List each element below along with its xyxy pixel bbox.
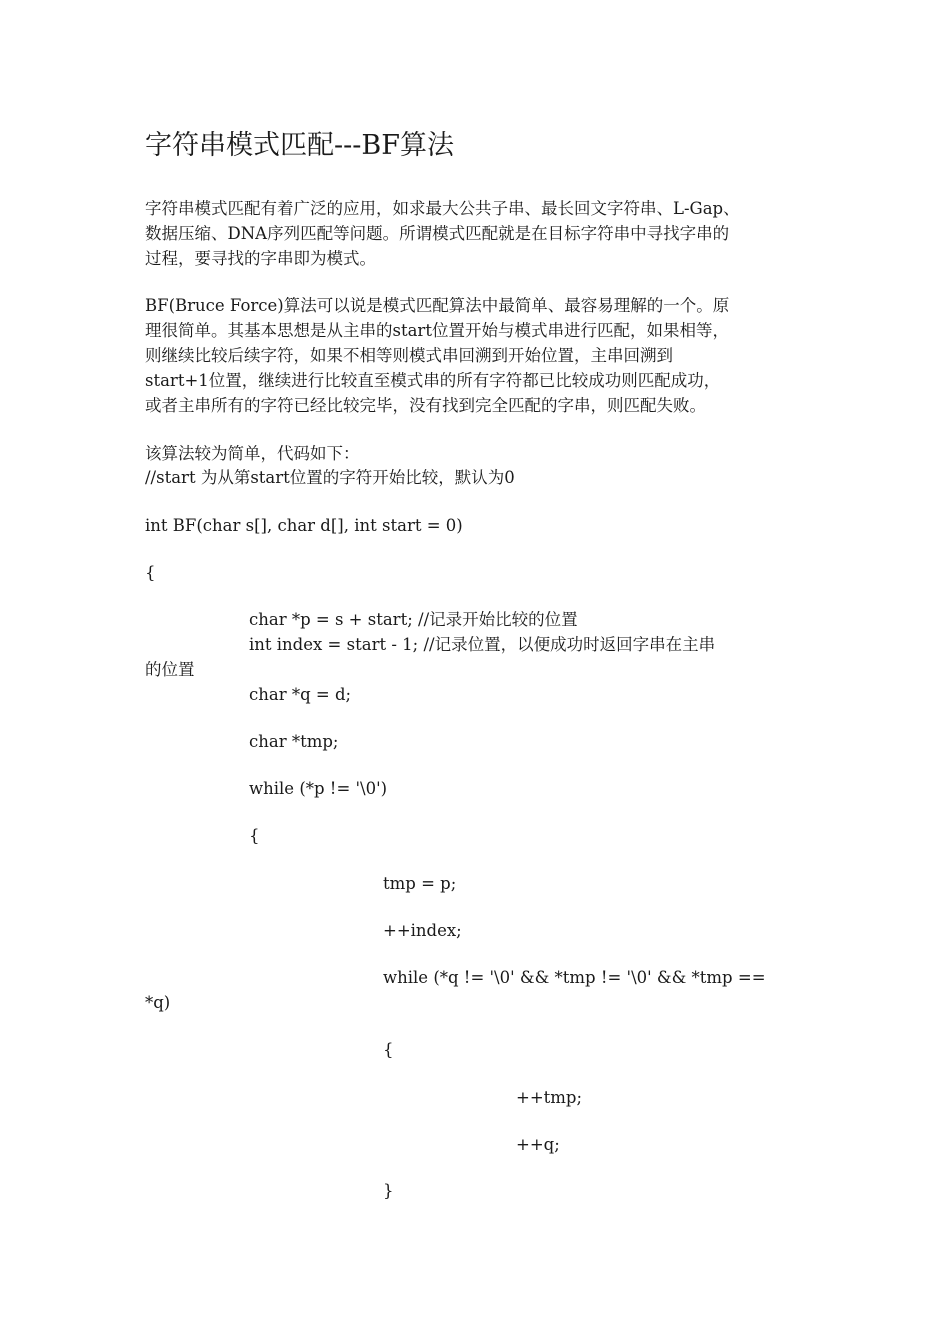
code-line: char *q = d; (249, 685, 352, 704)
bf-description-paragraph (145, 293, 815, 418)
code-brace-open: { (145, 563, 156, 582)
intro-line: 字符串模式匹配有着广泛的应用，如求最大公共子串、最长回文字符串、L-Gap、 (145, 199, 740, 218)
code-line: int index = start - 1; //记录位置，以便成功时返回字串在主串 (249, 635, 716, 654)
code-intro-text: 该算法较为简单，代码如下： (145, 444, 360, 463)
code-line: char *p = s + start; //记录开始比较的位置 (249, 610, 578, 629)
intro-paragraph (145, 196, 815, 271)
code-brace-close: } (383, 1181, 394, 1200)
code-line: char *tmp; (249, 732, 339, 751)
code-comment: //start 为从第start位置的字符开始比较，默认为0 (145, 468, 515, 487)
bf-description-line: 或者主串所有的字符已经比较完毕，没有找到完全匹配的字串，则匹配失败。 (145, 396, 706, 415)
code-line: while (*p != '\0') (249, 779, 388, 798)
function-signature: int BF(char s[], char d[], int start = 0) (145, 516, 463, 535)
code-line-wrap: *q) (145, 993, 171, 1012)
bf-description-line: start+1位置，继续进行比较直至模式串的所有字符都已比较成功则匹配成功， (145, 371, 721, 390)
code-line: while (*q != '\0' && *tmp != '\0' && *tmp == (383, 968, 766, 987)
code-line-wrap: 的位置 (145, 660, 195, 679)
bf-description-line: 则继续比较后续字符，如果不相等则模式串回溯到开始位置，主串回溯到 (145, 346, 673, 365)
code-brace-open: { (249, 826, 260, 845)
code-line: ++tmp; (516, 1088, 583, 1107)
code-line: ++q; (516, 1135, 560, 1154)
bf-description-line: BF(Bruce Force)算法可以说是模式匹配算法中最简单、最容易理解的一个。原 (145, 296, 730, 315)
intro-line: 数据压缩、DNA序列匹配等问题。所谓模式匹配就是在目标字符串中寻找字串的 (145, 224, 730, 243)
page-title: 字符串模式匹配---BF算法 (145, 130, 454, 161)
code-brace-open: { (383, 1040, 394, 1059)
code-line: tmp = p; (383, 874, 457, 893)
bf-description-line: 理很简单。其基本思想是从主串的start位置开始与模式串进行匹配，如果相等， (145, 321, 729, 340)
intro-line: 过程，要寻找的字串即为模式。 (145, 249, 376, 268)
code-line: ++index; (383, 921, 462, 940)
